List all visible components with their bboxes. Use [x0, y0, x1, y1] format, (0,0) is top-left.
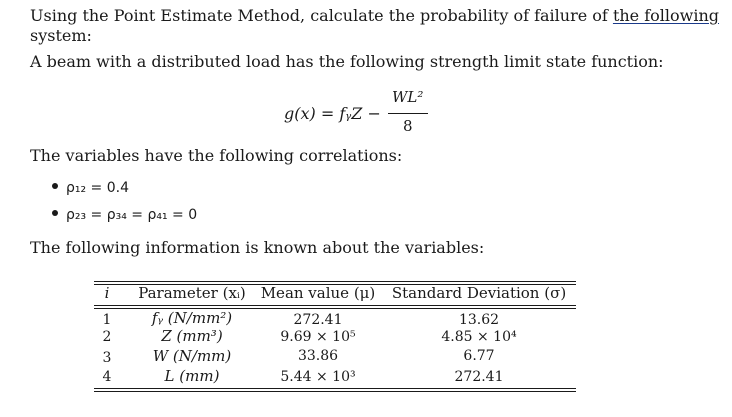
- row-3-parameter: W (N/mm): [152, 347, 232, 365]
- row-4-mean: 5.44 × 10³: [280, 369, 356, 385]
- table-rule: [94, 305, 576, 306]
- row-4-i: 4: [102, 369, 112, 385]
- header-mean: Mean value (μ): [260, 284, 376, 302]
- row-3-mean: 33.86: [297, 348, 339, 364]
- limit-state-formula: [284, 88, 444, 138]
- table-rule: [94, 281, 576, 282]
- intro-line-2: system:: [30, 26, 92, 45]
- row-4-parameter: L (mm): [164, 367, 220, 385]
- correlation-item-2: [52, 207, 197, 223]
- row-1-sd: 13.62: [458, 312, 500, 328]
- row-2-parameter: Z (mm³): [161, 327, 223, 345]
- formula-lhs: g(x) = fᵧZ −: [284, 104, 381, 123]
- intro-line-3: A beam with a distributed load has the following strength limit state function:: [30, 52, 664, 71]
- row-1-i: 1: [102, 312, 112, 328]
- bullet-icon: [52, 183, 58, 189]
- row-1-mean: 272.41: [293, 312, 343, 328]
- row-2-mean: 9.69 × 10⁵: [280, 329, 356, 345]
- header-i: i: [104, 284, 110, 302]
- row-1-parameter: fᵧ (N/mm²): [151, 309, 233, 327]
- bullet-icon: [52, 210, 58, 216]
- row-4-sd: 272.41: [454, 369, 504, 385]
- header-parameter: Parameter (xᵢ): [138, 284, 246, 302]
- formula-fraction-bar: [388, 113, 428, 114]
- row-2-sd: 4.85 × 10⁴: [441, 329, 517, 345]
- correlation-item-1-text: ρ₁₂ = 0.4: [66, 180, 130, 196]
- correlations-heading: The variables have the following correlations:: [30, 146, 403, 165]
- correlation-item-2-text: ρ₂₃ = ρ₃₄ = ρ₄₁ = 0: [66, 207, 198, 223]
- row-3-sd: 6.77: [463, 348, 495, 364]
- info-heading: The following information is known about the variables:: [30, 238, 485, 257]
- intro-line-1-text: Using the Point Estimate Method, calculate the probability of failure of: [30, 6, 613, 25]
- row-3-i: 3: [102, 350, 112, 366]
- table-rule: [94, 391, 576, 392]
- intro-line-1-underlined: the following: [612, 6, 720, 25]
- row-2-i: 2: [102, 329, 112, 345]
- formula-numerator: WL²: [392, 88, 424, 106]
- header-sd: Standard Deviation (σ): [391, 284, 567, 302]
- intro-line-1: [30, 6, 719, 26]
- correlation-item-1: [52, 180, 129, 196]
- formula-denominator: 8: [403, 117, 413, 135]
- table-rule: [94, 388, 576, 389]
